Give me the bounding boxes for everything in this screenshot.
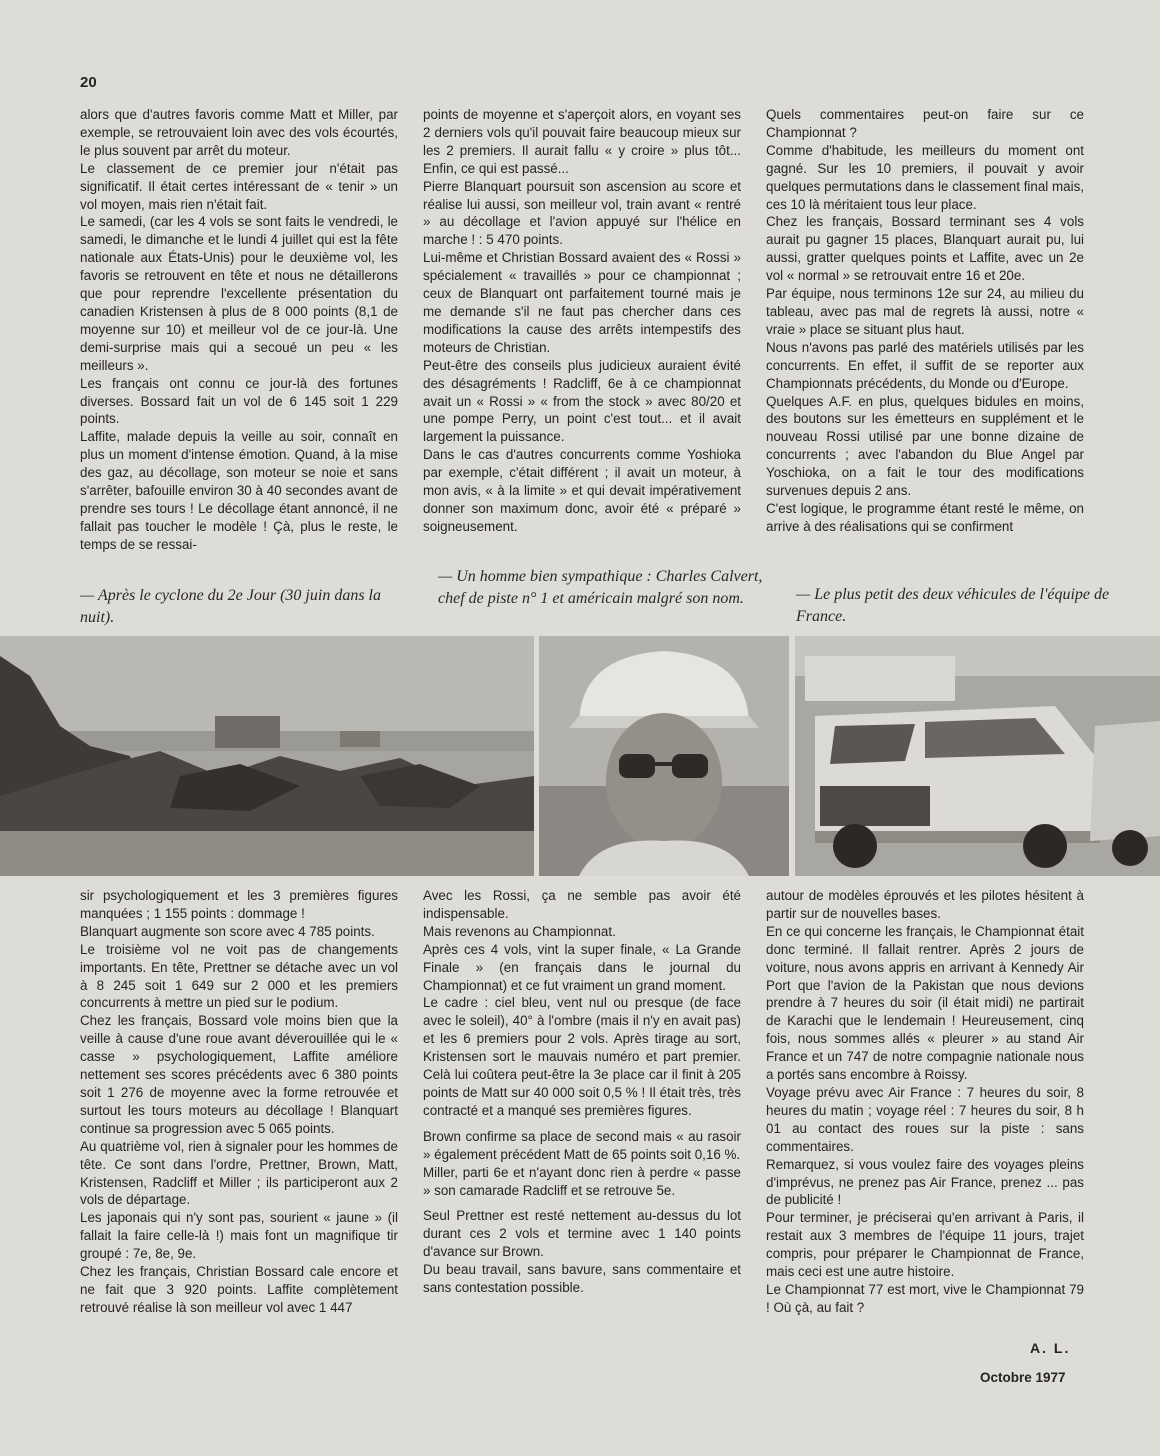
paragraph: Le cadre : ciel bleu, vent nul ou presque (de face avec le soleil), 40° à l'ombre (mais il n'y en avait pas) et les 6 premiers pour 2 vols. Après tirage au sort, Kristensen sort le mauvais numéro et part premier. Celà lui coûtera peut-être la 3e place car il finit à 205 points de Matt sur 40 000 soit 0,5 % ! Il était très, très contracté et a manqué ses premières figures. [423, 995, 741, 1118]
issue-date: Octobre 1977 [980, 1370, 1066, 1385]
paragraph: autour de modèles éprouvés et les pilotes hésitent à partir sur de nouvelles bases. [766, 888, 1084, 921]
article-column-top-2 [423, 106, 741, 536]
paragraph: Mais revenons au Championnat. [423, 923, 616, 939]
vans-photo [795, 636, 1160, 876]
paragraph: Miller, parti 6e et n'ayant donc rien à perdre « passe » son camarade Radcliff et se retrouve 5e. [423, 1164, 741, 1198]
paragraph: Le troisième vol ne voit pas de changements importants. En tête, Prettner se détache avec un vol à 8 245 soit 1 649 sur 2 000 et les premiers concurrents à mettre un pied sur le podium. [80, 941, 398, 1011]
paragraph: Chez les français, Bossard vole moins bien que la veille à cause d'une roue avant déverouillée qui le « casse » psychologiquement, Laffite améliore nettement ses scores précédents avec 6 380 points soit 1 276 de moyenne avec la forme retrouvée et surtout les tours moteurs au décollage ! Blanquart continue sa progression avec 5 065 points. [80, 1013, 398, 1136]
paragraph: Lui-même et Christian Bossard avaient des « Rossi » spécialement « travaillés » pour ce championnat ; ceux de Blanquart ont parfaitement tourné mais je me demande s'il ne faut pas chercher dans ces modifications la cause des arrêts intempestifs des moteurs de Christian. [423, 250, 741, 355]
paragraph: alors que d'autres favoris comme Matt et Miller, par exemple, se retrouvaient loin avec des vols écourtés, le plus souvent par arrêt du moteur. [80, 107, 398, 158]
paragraph: Les japonais qui n'y sont pas, sourient « jaune » (il fallait la faire celle-là !) mais font un magnifique tir groupé : 7e, 8e, 9e. [80, 1210, 398, 1262]
man-portrait-photo-icon [539, 636, 789, 876]
paragraph: points de moyenne et s'aperçoit alors, en voyant ses 2 derniers vols qu'il pouvait faire beaucoup mieux sur les 2 premiers. Il aurait fallu « y croire » plus tôt... Enfin, ce qui est passé... [423, 107, 741, 176]
photo-caption-2: — Un homme bien sympathique : Charles Calvert, chef de piste n° 1 et américain malgré son nom. [438, 568, 763, 607]
paragraph: Voyage prévu avec Air France : 7 heures du soir, 8 heures du matin ; voyage réel : 7 heures du soir, 8 h 01 au contact des roues sur la piste : sans commentaires. [766, 1084, 1084, 1154]
article-column-bottom-2 [423, 887, 741, 1297]
paragraph: Chez les français, Christian Bossard cale encore et ne fait que 3 920 points. Laffite complètement retrouvé réalise là son meilleur vol avec 1 447 [80, 1264, 398, 1315]
author-signature: A. L. [1030, 1340, 1071, 1356]
paragraph: Quelques A.F. en plus, quelques bidules en moins, des boutons sur les émetteurs en supplément et le nouveau Rossi utilisé par une bonne dizaine de concurrents ; avec l'abandon du Blue Angel par Yoschioka, on a fait le tour des modifications survenues depuis 2 ans. [766, 393, 1084, 499]
article-column-bottom-1 [80, 887, 398, 1317]
paragraph: Peut-être des conseils plus judicieux auraient évité des désagréments ! Radcliff, 6e à ce championnat avait un « Rossi » « from the stock » avec 80/20 et une pompe Perry, un point c'est tout... et il avait largement la puissance. [423, 357, 741, 445]
paragraph: Blanquart augmente son score avec 4 785 points. [80, 923, 375, 939]
paragraph: Seul Prettner est resté nettement au-dessus du lot durant ces 2 vols et termine avec 1 140 points d'avance sur Brown. [423, 1208, 741, 1260]
paragraph: Remarquez, si vous voulez faire des voyages pleins d'imprévus, ne prenez pas Air France, prenez ... pas de publicité ! [766, 1156, 1084, 1208]
vans-photo-icon [795, 636, 1160, 876]
article-column-top-3 [766, 106, 1084, 536]
paragraph: Avec les Rossi, ça ne semble pas avoir été indispensable. [423, 888, 741, 921]
paragraph: Le samedi, (car les 4 vols se sont faits le vendredi, le samedi, le dimanche et le lundi 4 juillet qui est la fête nationale aux États-Unis) pour le deuxième vol, les favoris se retrouvent en tête et nous ne détaillerons que pour reprendre l'excellente présentation du canadien Kristensen à plus de 8 000 points (8,1 de moyenne sur 10) et meilleur vol de ce jour-là. Une demi-surprise mais qui a secoué un peu « les meilleurs ». [80, 214, 398, 373]
paragraph: Brown confirme sa place de second mais « au rasoir » également précédent Matt de 65 points soit 0,16 %. [423, 1128, 741, 1162]
paragraph: Après ces 4 vols, vint la super finale, « La Grande Finale » (en français dans le journal du Championnat) et ce fut vraiment un grand moment. [423, 941, 741, 993]
paragraph: Le classement de ce premier jour n'était pas significatif. Il était certes intéressant de « tenir » un vol moyen, mais rien n'était fait. [80, 160, 398, 212]
paragraph: C'est logique, le programme étant resté le même, on arrive à des réalisations qui se confirment [766, 500, 1084, 534]
paragraph: Dans le cas d'autres concurrents comme Yoshioka par exemple, c'était différent ; il avait un moteur, à mon avis, « à la limite » et qui devait impérativement donner son maximum donc, avoir été « préparé » soigneusement. [423, 447, 741, 534]
paragraph: Du beau travail, sans bavure, sans commentaire et sans contestation possible. [423, 1262, 741, 1296]
man-portrait-photo [539, 636, 789, 876]
paragraph: Au quatrième vol, rien à signaler pour les hommes de tête. Ce sont dans l'ordre, Prettner, Brown, Matt, Kristensen, Radcliff et Miller ; ils participeront aux 2 vols de départage. [80, 1138, 398, 1208]
paragraph: En ce qui concerne les français, le Championnat était donc terminé. Il fallait rentrer. Après 2 jours de voiture, nous avons appris en arrivant à Kennedy Air Port que l'avion de la Pakistan que nous devions prendre à 7 heures du soir (il était midi) ne partirait de Karachi que le lendemain ! Heureusement, cinq fois, nous sommes allés « pleurer » au stand Air France et un 747 de notre compagnie nationale nous a portés sans encombre à Roissy. [766, 923, 1084, 1083]
paragraph: Quels commentaires peut-on faire sur ce Championnat ? [766, 107, 1084, 140]
paragraph: Comme d'habitude, les meilleurs du moment ont gagné. Sur les 10 premiers, il pouvait y avoir quelques permutations dans le classement final mais, ces 10 là méritaient tous leur place. [766, 142, 1084, 212]
paragraph: sir psychologiquement et les 3 premières figures manquées ; 1 155 points : dommage ! [80, 888, 398, 921]
paragraph: Chez les français, Bossard terminant ses 4 vols aurait pu gagner 15 places, Blanquart aurait pu, lui aussi, gratter quelques points et Laffite, avec un 2e vol « normal » se retrouvait entre 16 et 20e. [766, 214, 1084, 284]
article-column-top-1 [80, 106, 398, 554]
paragraph: Nous n'avons pas parlé des matériels utilisés par les concurrents. En effet, il suffit de se reporter aux Championnats précédents, du Monde ou d'Europe. [766, 339, 1084, 391]
paragraph: Le Championnat 77 est mort, vive le Championnat 79 ! Où çà, au fait ? [766, 1281, 1084, 1315]
article-column-bottom-3 [766, 887, 1084, 1317]
paragraph: Les français ont connu ce jour-là des fortunes diverses. Bossard fait un vol de 6 145 soit 1 229 points. [80, 375, 398, 427]
paragraph: Par équipe, nous terminons 12e sur 24, au milieu du tableau, avec pas mal de regrets là aussi, notre « vraie » place se situant plus haut. [766, 286, 1084, 337]
paragraph: Pierre Blanquart poursuit son ascension au score et réalise lui aussi, son meilleur vol, train avant « rentré » au décollage et l'avion appuyé sur l'hélice en marche ! : 5 470 points. [423, 178, 741, 248]
photo-caption-3: — Le plus petit des deux véhicules de l'équipe de France. [796, 586, 1110, 625]
paragraph: Pour terminer, je préciserai qu'en arrivant à Paris, il restait aux 3 membres de l'équipe 11 jours, trajet compris, pour préparer le Championnat de France, mais ceci est une autre histoire. [766, 1210, 1084, 1280]
page-number: 20 [80, 74, 97, 91]
collapsed-tents-photo-icon [0, 636, 534, 876]
paragraph: Laffite, malade depuis la veille au soir, connaît en plus un moment d'intense émotion. Quand, à la mise des gaz, au décollage, son moteur se noie et sans s'arrêter, bafouille environ 30 à 40 secondes avant de prendre ses tours ! Le décollage étant annoncé, il ne fallait pas toucher le modèle ! Çà, plus le reste, le temps de se ressai- [80, 429, 398, 552]
photo-caption-1: — Après le cyclone du 2e Jour (30 juin dans la nuit). [80, 587, 381, 626]
collapsed-tents-photo [0, 636, 534, 876]
